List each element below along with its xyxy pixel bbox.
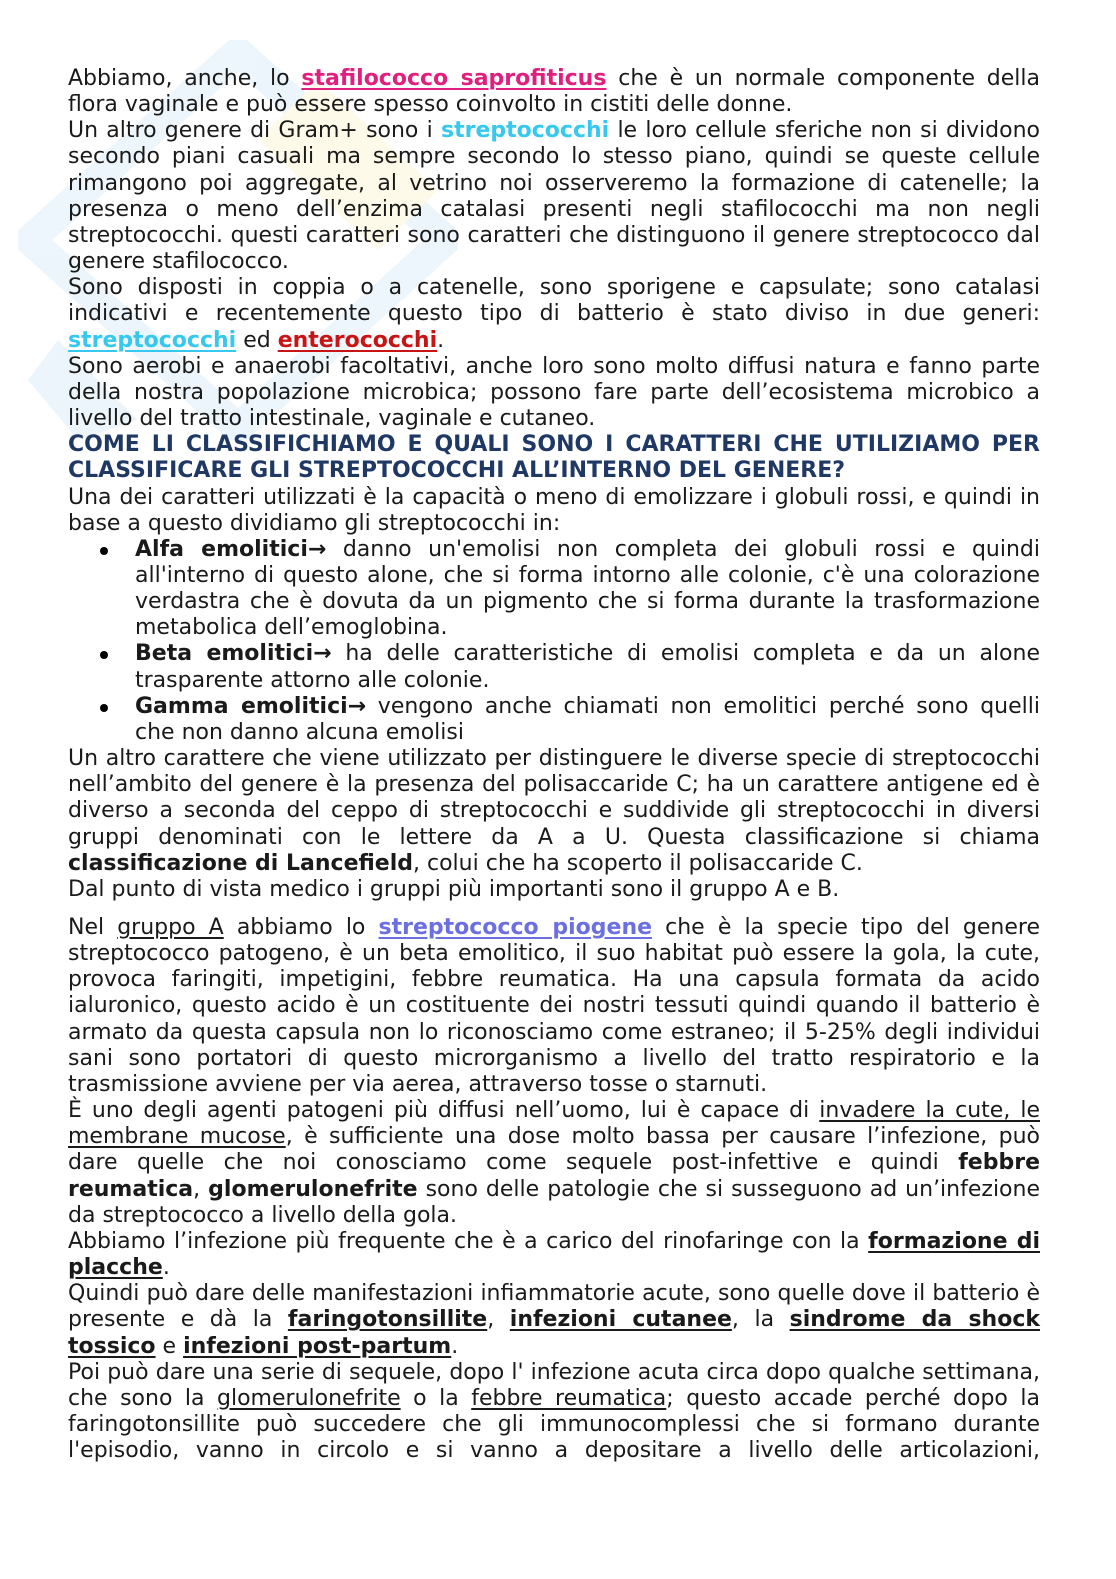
paragraph-saprofiticus <box>68 66 1040 118</box>
highlight-streptococco-piogene: streptococco piogene <box>378 915 653 940</box>
list-item-beta <box>135 641 1040 693</box>
paragraph-patogeni <box>68 1098 1040 1229</box>
highlight-infezioni-post-partum: infezioni post-partum <box>183 1333 452 1359</box>
text-run: , è sufficiente una dose molto bassa per causare l’infezione, può dare quelle che noi conosciamo come sequele post-infettive e quindi <box>68 1124 1040 1176</box>
text-run: ; questo accade perché dopo la faringotonsillite può succedere che gli immunocomplessi che si formano durante l'episodio, vanno in circolo e si vanno a depositare a livello delle articolazioni, <box>68 1385 1040 1464</box>
text-run: Abbiamo l’infezione più frequente che è a carico del rinofaringe con la <box>68 1228 869 1254</box>
underline-invadere: invadere la cute, le membrane mucose <box>68 1098 1040 1150</box>
paragraph-sequele <box>68 1360 1040 1465</box>
paragraph-aerobi: Sono aerobi e anaerobi facoltativi, anche loro sono molto diffusi natura e fanno parte della nostra popolazione microbica; possono fare parte dell’ecosistema microbico a livello del tratto intestinale, vaginale e cutaneo. <box>68 353 1040 432</box>
list-item-alfa <box>135 537 1040 642</box>
highlight-formazione-placche: formazione di placche <box>68 1228 1040 1281</box>
paragraph-lancefield <box>68 746 1040 877</box>
text-run: e <box>155 1333 184 1359</box>
text-run: o la <box>400 1385 472 1411</box>
text-run: le loro cellule sferiche non si dividono secondo piani casuali ma sempre secondo lo stesso piano, quindi se queste cellule rimangono poi aggregate, al vetrino noi osserveremo la formazione di catenelle; la presenza o meno dell’enzima catalasi presenti negli stafilococchi ma non negli streptococchi. questi caratteri sono caratteri che distinguono il genere streptococco dal genere stafilococco. <box>68 118 1040 275</box>
bullet-dot <box>100 651 108 659</box>
paragraph-streptococchi-intro <box>68 118 1040 275</box>
text-run: Nel <box>68 915 118 940</box>
highlight-lancefield: classificazione di Lancefield <box>68 850 414 876</box>
list-item-term: Alfa emolitici→ <box>135 536 327 562</box>
list-item-gamma <box>135 694 1040 746</box>
paragraph-gruppo-a <box>68 915 1040 1098</box>
paragraph-generi <box>68 275 1040 353</box>
text-run: Quindi può dare delle manifestazioni infiammatorie acute, sono quelle dove il batterio è presente e dà la <box>68 1281 1040 1333</box>
text-run: che è un normale componente della flora vaginale e può essere spesso coinvolto in cistiti delle donne. <box>68 66 1040 118</box>
text-run: Poi può dare una serie di sequele, dopo l' infezione acuta circa dopo qualche settimana, che sono la <box>68 1359 1040 1411</box>
text-run: . <box>162 1255 170 1281</box>
text-run: , colui che ha scoperto il polisaccaride C. <box>413 850 863 876</box>
highlight-stafilococco-saprofiticus: stafilococco saprofiticus <box>301 66 607 91</box>
bullet-dot <box>100 704 108 712</box>
text-run: . <box>451 1333 459 1359</box>
text-run: che è la specie tipo del genere streptococco patogeno, è un beta emolitico, il suo habitat può essere la gola, la cute, provoca faringiti, impetigini, febbre reumatica. Ha una capsula formata da acido ialuronico, questo acido è un costituente dei nostri tessuti quindi quando il batterio è armato da questa capsula non lo riconosciamo come estraneo; il 5-25% degli individui sani sono portatori di questo microrganismo a livello del tratto respiratorio e la trasmissione avviene per via aerea, attraverso tosse o starnuti. <box>68 915 1041 1097</box>
text-run: ed <box>236 327 278 353</box>
text-run: , <box>193 1176 209 1202</box>
text-run: Abbiamo, anche, lo <box>68 66 302 91</box>
underline-febbre-reumatica: febbre reumatica <box>471 1385 667 1411</box>
list-item-term: Gamma emolitici→ <box>135 693 367 719</box>
list-item-desc: vengono anche chiamati non emolitici perché sono quelli che non danno alcuna emolisi <box>135 693 1040 745</box>
highlight-streptococchi-genus: streptococchi <box>68 327 237 353</box>
bullet-dot <box>100 547 108 555</box>
document-body <box>68 66 1040 1464</box>
paragraph-emolisi-intro: Una dei caratteri utilizzati è la capacità o meno di emolizzare i globuli rossi, e quindi in base a questo dividiamo gli streptococchi in: <box>68 484 1040 536</box>
text-run: È uno degli agenti patogeni più diffusi nell’uomo, lui è capace di <box>68 1098 820 1124</box>
text-run: . <box>437 327 445 353</box>
text-run: , <box>487 1307 510 1333</box>
text-run: sono delle patologie che si susseguono ad un’infezione da streptococco a livello della gola. <box>68 1176 1040 1228</box>
highlight-enterococchi: enterococchi <box>277 327 438 353</box>
text-run: , la <box>731 1307 790 1333</box>
highlight-sindrome-shock: sindrome da shock tossico <box>68 1307 1040 1359</box>
underline-gruppo-a: gruppo A <box>117 915 224 940</box>
section-heading: COME LI CLASSIFICHIAMO E QUALI SONO I CARATTERI CHE UTILIZIAMO PER CLASSIFICARE GLI STREPTOCOCCHI ALL’INTERNO DEL GENERE? <box>68 432 1040 484</box>
highlight-infezioni-cutanee: infezioni cutanee <box>509 1307 732 1333</box>
highlight-faringotonsillite: faringotonsillite <box>287 1307 488 1333</box>
bold-glomerulonefrite: glomerulonefrite <box>208 1176 418 1202</box>
paragraph-gruppi-importanti: Dal punto di vista medico i gruppi più importanti sono il gruppo A e B. <box>68 876 840 902</box>
paragraph-manifestazioni <box>68 1281 1040 1359</box>
highlight-streptococchi: streptococchi <box>441 118 610 144</box>
text-run: abbiamo lo <box>223 915 379 940</box>
list-item-desc: danno un'emolisi non completa dei globuli rossi e quindi all'interno di questo alone, che si forma intorno alle colonie, c'è una colorazione verdastra che è dovuta da un pigmento che si forma durante la trasformazione metabolica dell’emoglobina. <box>135 536 1040 641</box>
list-item-term: Beta emolitici→ <box>135 641 332 667</box>
text-run: Un altro carattere che viene utilizzato per distinguere le diverse specie di streptococchi nell’ambito del genere è la presenza del polisaccaride C; ha un carattere antigene ed è diverso a seconda del ceppo di streptococchi e suddivide gli streptococchi in diversi gruppi denominati con le lettere da A a U. Questa classificazione si chiama <box>68 746 1040 850</box>
text-run: Sono disposti in coppia o a catenelle, sono sporigene e capsulate; sono catalasi indicativi e recentemente questo tipo di batterio è stato diviso in due generi: <box>68 275 1040 327</box>
text-run: Un altro genere di Gram+ sono i <box>68 118 441 144</box>
list-item-desc: ha delle caratteristiche di emolisi completa e da un alone trasparente attorno alle colonie. <box>135 641 1040 693</box>
underline-glomerulonefrite: glomerulonefrite <box>217 1385 401 1411</box>
bold-febbre-reumatica: febbre reumatica <box>68 1150 1040 1202</box>
paragraph-rinofaringe <box>68 1229 1040 1281</box>
hemolysis-list <box>68 537 1040 746</box>
